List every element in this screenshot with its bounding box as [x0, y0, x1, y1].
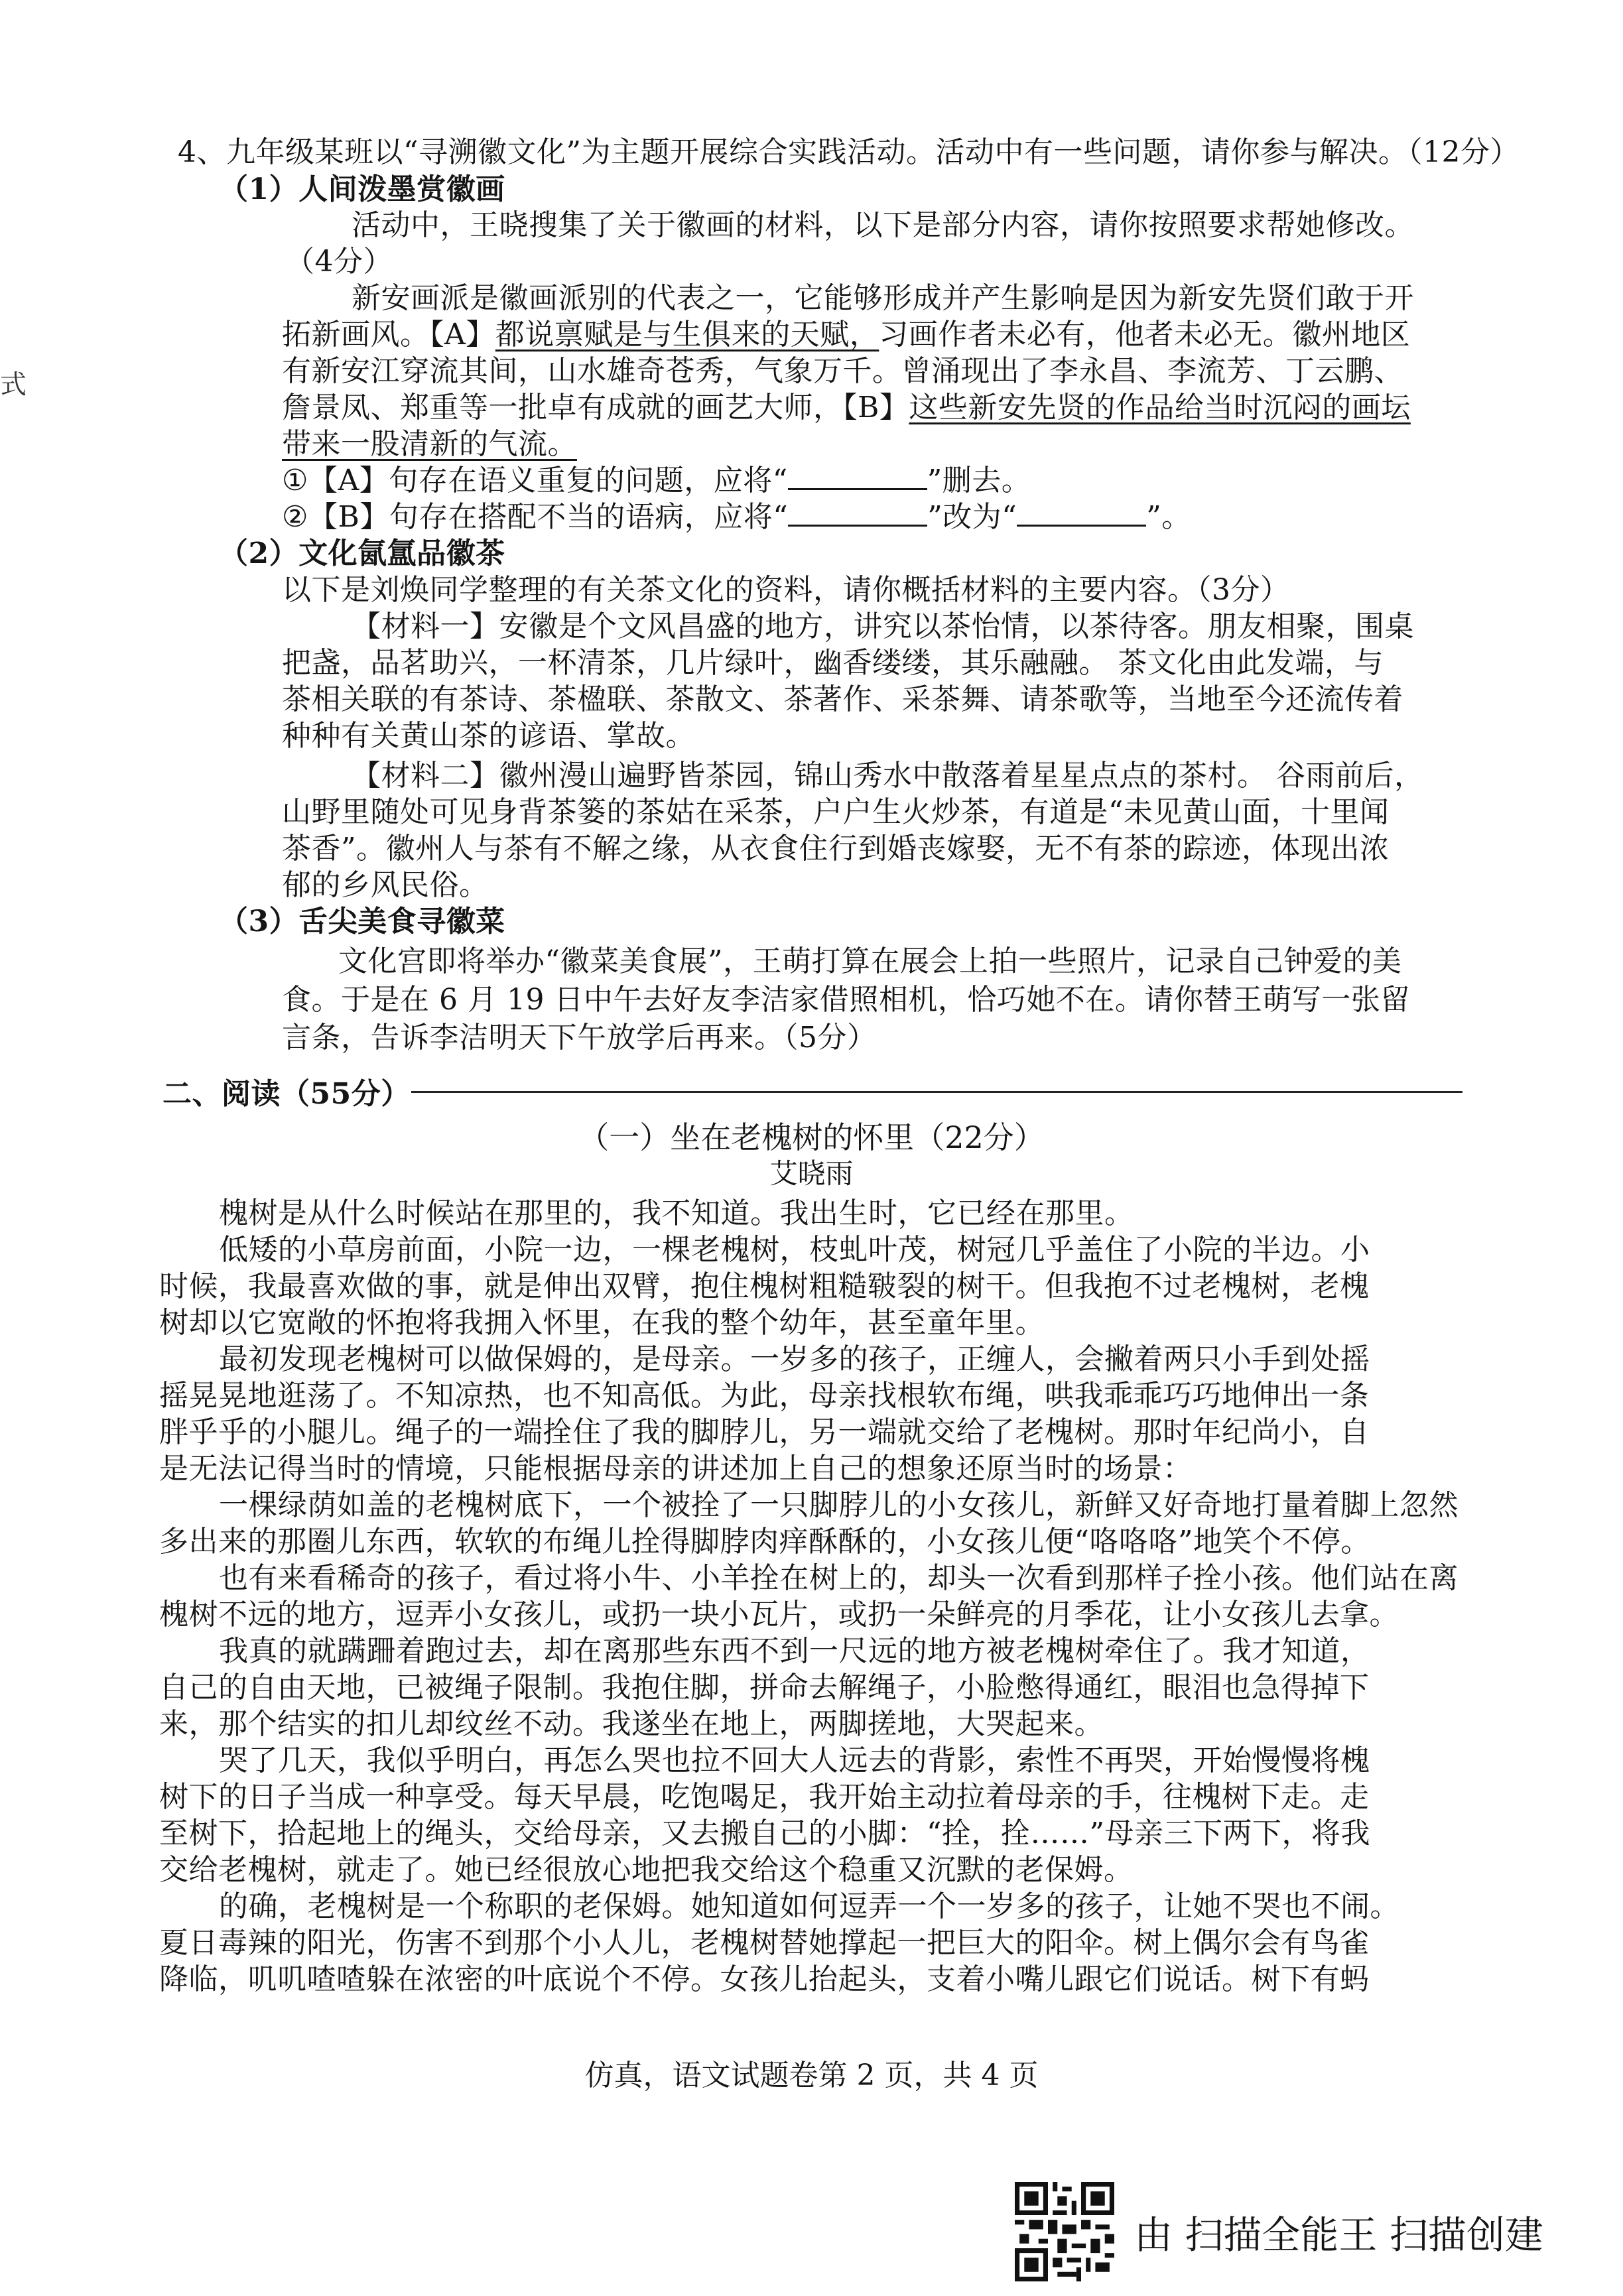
article-line: 槐树不远的地方，逗弄小女孩儿，或扔一块小瓦片，或扔一朵鲜亮的月季花，让小女孩儿去拿。 [159, 1598, 1399, 1631]
article-line: 至树下，拾起地上的绳头，交给母亲，又去搬自己的小脚：“拴，拴……”母亲三下两下，将我 [159, 1817, 1370, 1850]
material2-line: 茶香”。徽州人与茶有不解之缘，从衣食住行到婚丧嫁娶，无不有茶的踪迹，体现出浓 [282, 832, 1390, 865]
part1-para-line: 詹景凤、郑重等一批卓有成就的画艺大师，【B】这些新安先贤的作品给当时沉闷的画坛 [282, 391, 1411, 424]
qr-code-icon [1015, 2182, 1114, 2281]
sentence-a-underlined: 都说禀赋是与生俱来的天赋， [495, 318, 879, 351]
article-line: 自己的自由天地，已被绳子限制。我抱住脚，拼命去解绳子，小脸憋得通红，眼泪也急得掉下 [159, 1671, 1370, 1704]
article-line: 也有来看稀奇的孩子，看过将小牛、小羊拴在树上的，却头一次看到那样子拴小孩。他们站在离 [219, 1561, 1459, 1595]
sentence-b-underlined-cont: 带来一股清新的气流。 [282, 427, 577, 461]
scanner-watermark: 由 扫描全能王 扫描创建 [1134, 2212, 1543, 2258]
article-line: 槐树是从什么时候站在那里的，我不知道。我出生时，它已经在那里。 [219, 1196, 1134, 1230]
article-author: 艾晓雨 [769, 1157, 854, 1190]
part3-heading: （3）舌尖美食寻徽菜 [219, 905, 505, 938]
page-info: 仿真，语文试题卷第 2 页，共 4 页 [584, 2059, 1039, 2092]
answer-blank-b2[interactable] [1017, 498, 1146, 527]
article-line: 低矮的小草房前面，小院一边，一棵老槐树，枝虬叶茂，树冠几乎盖住了小院的半边。小 [219, 1233, 1370, 1267]
part3-line: 食。于是在 6 月 19 日中午去好友李洁家借照相机，恰巧她不在。请你替王萌写一张留 [282, 983, 1410, 1017]
article-line: 的确，老槐树是一个称职的老保姆。她知道如何逗弄一个一岁多的孩子，让她不哭也不闹。 [219, 1889, 1399, 1923]
part1-para-line: 新安画派是徽画派别的代表之一，它能够形成并产生影响是因为新安先贤们敢于开 [352, 281, 1414, 315]
q4-title: 4、九年级某班以“寻溯徽文化”为主题开展综合实践活动。活动中有一些问题，请你参与解决。（12分） [178, 135, 1520, 169]
article-line: 时候，我最喜欢做的事，就是伸出双臂，抱住槐树粗糙皲裂的树干。但我抱不过老槐树，老槐 [159, 1269, 1370, 1303]
article-line: 多出来的那圈儿东西，软软的布绳儿拴得脚脖肉痒酥酥的，小女孩儿便“咯咯咯”地笑个不停。 [159, 1525, 1370, 1559]
material2-line: 【材料二】徽州漫山遍野皆茶园，锦山秀水中散落着星星点点的茶村。 谷雨前后， [352, 759, 1424, 793]
article-line: 降临，叽叽喳喳躲在浓密的叶底说个不停。女孩儿抬起头，支着小嘴儿跟它们说话。树下有蚂 [159, 1962, 1370, 1996]
material1-line: 【材料一】安徽是个文风昌盛的地方，讲究以茶怡情，以茶待客。朋友相聚，围桌 [352, 609, 1414, 643]
article-line: 树下的日子当成一种享受。每天早晨，吃饱喝足，我开始主动拉着母亲的手，往槐树下走。走 [159, 1780, 1370, 1814]
part1-para-line: 有新安江穿流其间，山水雄奇苍秀，气象万千。曾涌现出了李永昌、李流芳、丁云鹏、 [282, 354, 1403, 388]
material1-line: 种种有关黄山茶的谚语、掌故。 [282, 719, 695, 753]
answer-blank-a[interactable] [788, 462, 927, 490]
article-title: （一）坐在老槐树的怀里（22分） [578, 1119, 1045, 1155]
part1-intro-a: 活动中，王晓搜集了关于徽画的材料，以下是部分内容，请你按照要求帮她修改。 [352, 208, 1414, 242]
material1-line: 茶相关联的有茶诗、茶楹联、茶散文、茶著作、采茶舞、请茶歌等，当地至今还流传着 [282, 682, 1403, 716]
qr-code [1015, 2182, 1114, 2281]
article-line: 来，那个结实的扣儿却纹丝不动。我遂坐在地上，两脚搓地，大哭起来。 [159, 1707, 1104, 1741]
part3-line: 言条，告诉李洁明天下午放学后再来。（5分） [282, 1021, 877, 1054]
article-line: 夏日毒辣的阳光，伤害不到那个小人儿，老槐树替她撑起一把巨大的阳伞。树上偶尔会有鸟雀 [159, 1926, 1370, 1960]
part2-heading: （2）文化氤氲品徽茶 [219, 537, 505, 570]
article-line: 我真的就蹒跚着跑过去，却在离那些东西不到一尺远的地方被老槐树牵住了。我才知道， [219, 1634, 1370, 1668]
article-line: 摇晃晃地逛荡了。不知凉热，也不知高低。为此，母亲找根软布绳，哄我乖乖巧巧地伸出一条 [159, 1379, 1370, 1413]
material1-line: 把盏，品茗助兴，一杯清茶，几片绿叶，幽香缕缕，其乐融融。 茶文化由此发端，与 [282, 646, 1384, 680]
question-a: ①【A】句存在语义重复的问题，应将“ ”删去。 [282, 461, 1031, 501]
part1-intro-b: （4分） [285, 245, 393, 279]
section-divider [411, 1091, 1462, 1093]
part1-para-line [282, 424, 577, 464]
article-line: 最初发现老槐树可以做保姆的，是母亲。一岁多的孩子，正缠人，会撇着两只小手到处摇 [219, 1342, 1370, 1376]
article-line: 一棵绿荫如盖的老槐树底下，一个被拴了一只脚脖儿的小女孩儿，新鲜又好奇地打量着脚上忽然 [219, 1488, 1459, 1522]
question-b: ②【B】句存在搭配不当的语病，应将“ ”改为“ ”。 [282, 497, 1191, 537]
article-line: 哭了几天，我似乎明白，再怎么哭也拉不回大人远去的背影，索性不再哭，开始慢慢将槐 [219, 1744, 1370, 1777]
sentence-b-underlined: 这些新安先贤的作品给当时沉闷的画坛 [909, 391, 1411, 424]
article-line: 胖乎乎的小腿儿。绳子的一端拴住了我的脚脖儿，另一端就交给了老槐树。那时年纪尚小，自 [159, 1415, 1370, 1449]
material2-line: 山野里随处可见身背茶篓的茶姑在采茶，户户生火炒茶，有道是“未见黄山面，十里闻 [282, 795, 1390, 829]
answer-blank-b1[interactable] [788, 498, 927, 527]
section2-heading: 二、阅读（55分） [162, 1077, 411, 1111]
part1-para-line: 拓新画风。【A】都说禀赋是与生俱来的天赋，习画作者未必有，他者未必无。徽州地区 [282, 318, 1411, 351]
article-line: 交给老槐树，就走了。她已经很放心地把我交给这个稳重又沉默的老保姆。 [159, 1853, 1134, 1887]
material2-line: 郁的乡风民俗。 [282, 868, 489, 902]
article-line: 是无法记得当时的情境，只能根据母亲的讲述加上自己的想象还原当时的场景： [159, 1452, 1193, 1486]
part2-intro: 以下是刘焕同学整理的有关茶文化的资料，请你概括材料的主要内容。（3分） [282, 573, 1290, 607]
part1-heading: （1）人间泼墨赏徽画 [219, 172, 505, 206]
part3-line: 文化宫即将举办“徽菜美食展”，王萌打算在展会上拍一些照片，记录自己钟爱的美 [338, 944, 1402, 978]
article-line: 树却以它宽敞的怀抱将我拥入怀里，在我的整个幼年，甚至童年里。 [159, 1306, 1045, 1340]
edge-mark: 式 [0, 369, 27, 400]
